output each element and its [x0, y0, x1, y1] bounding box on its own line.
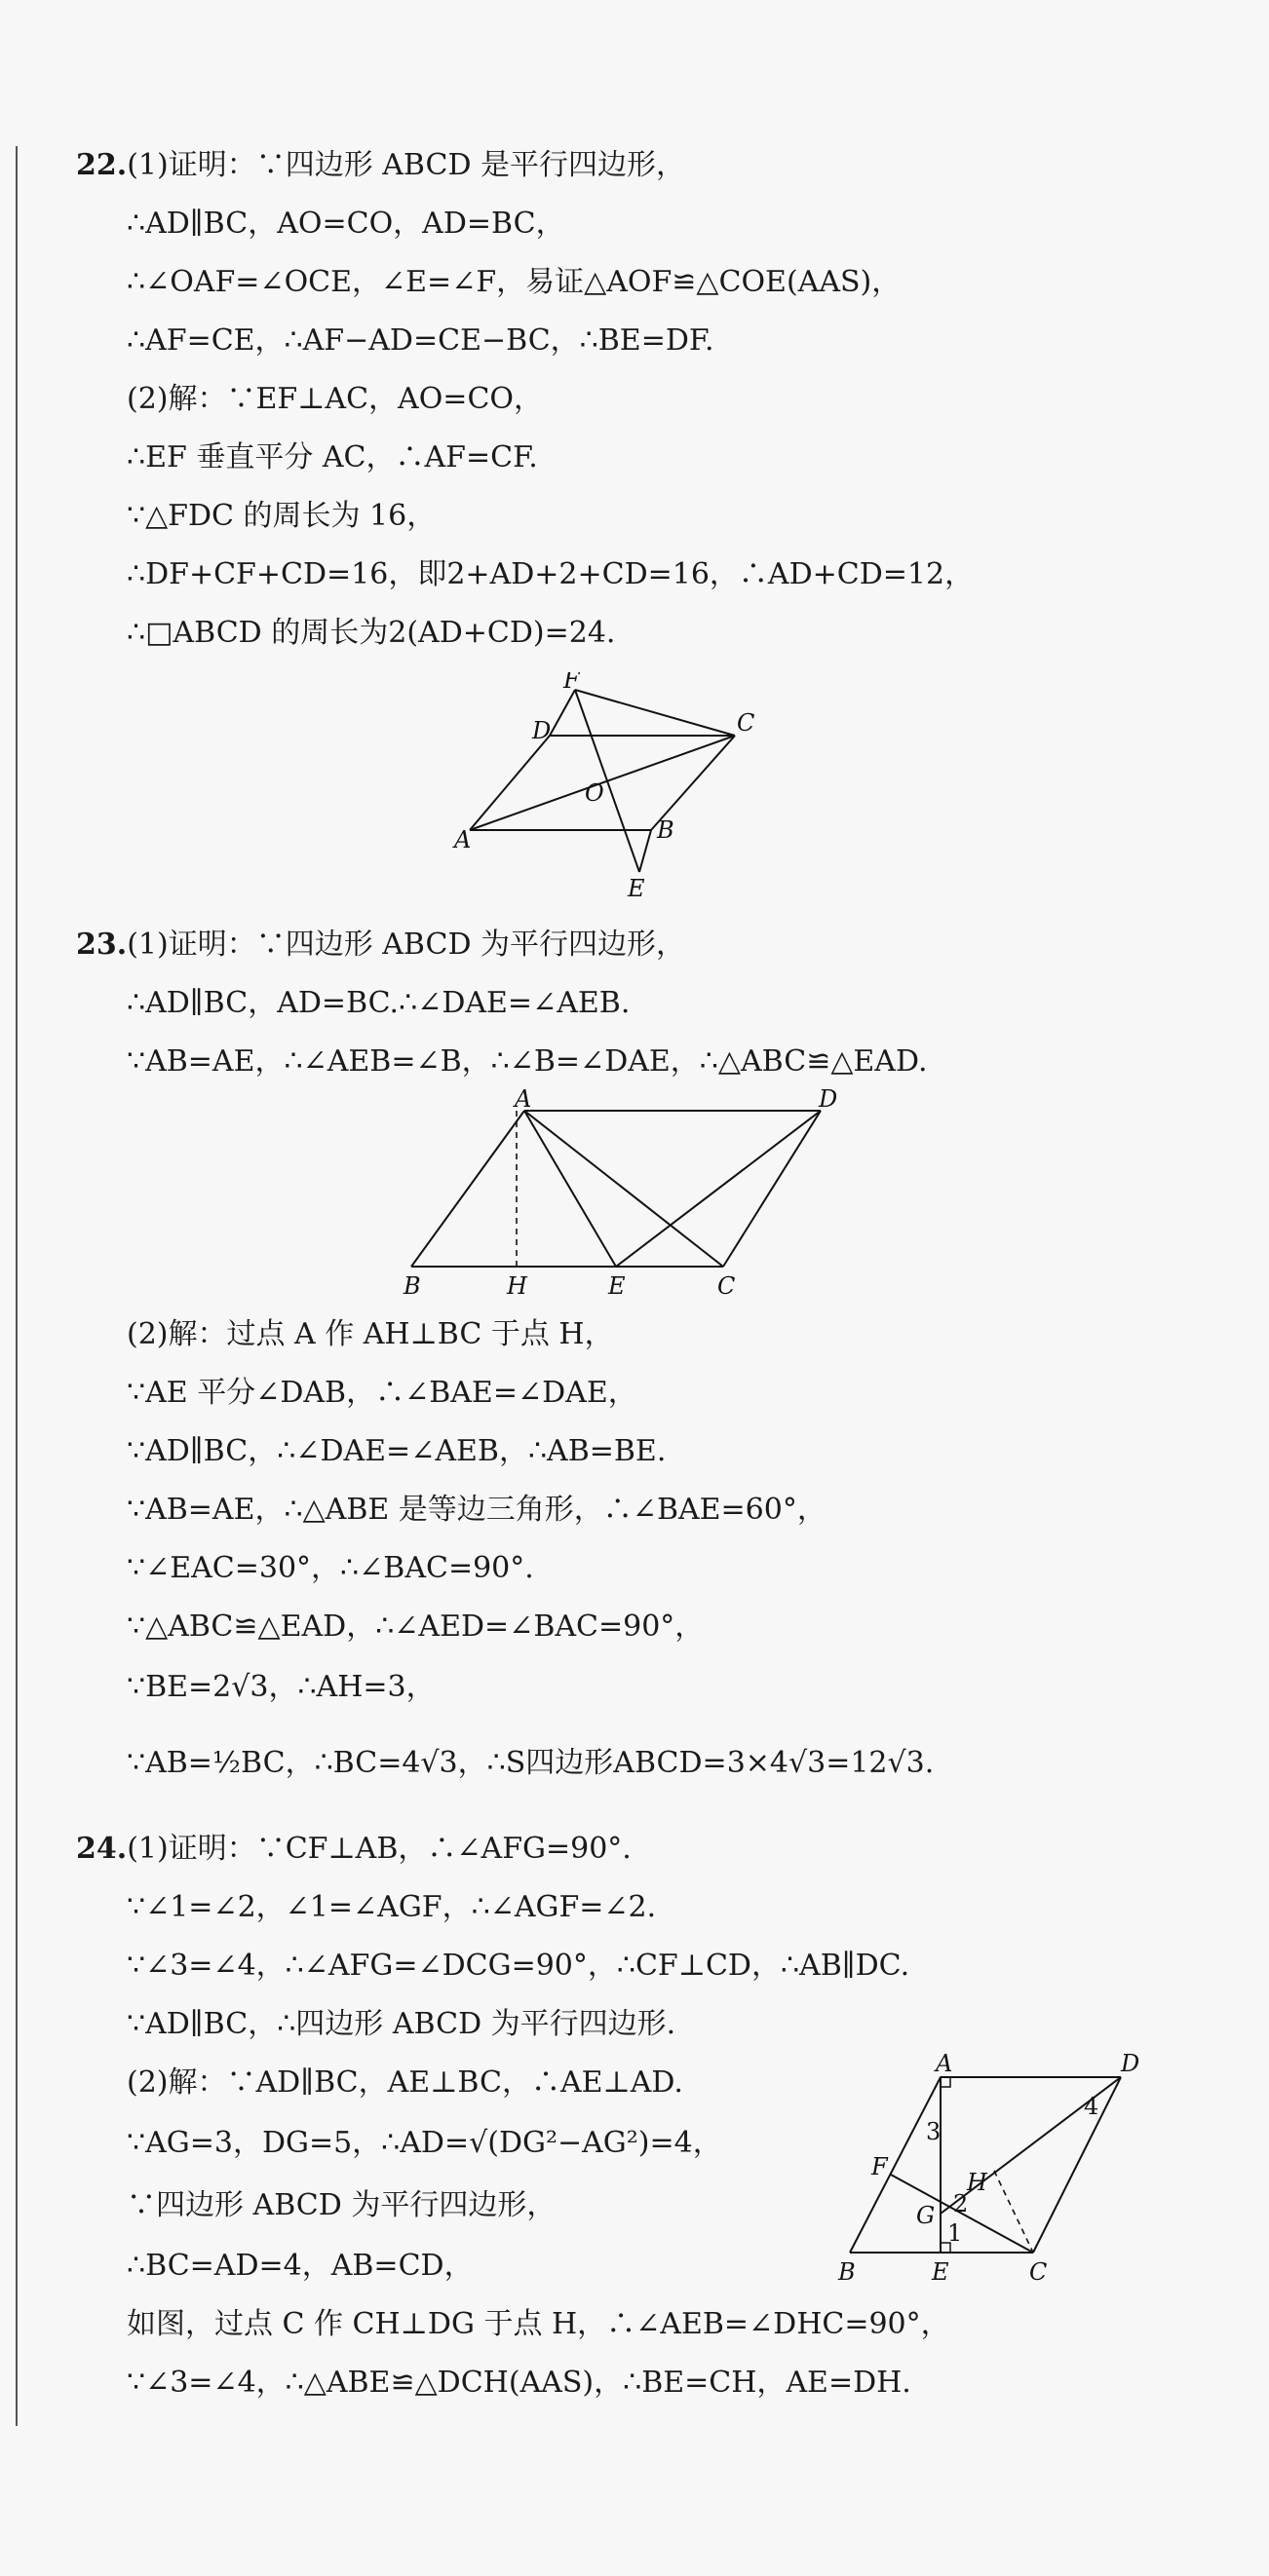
problem-23-line-4: (2)解：过点 A 作 AH⊥BC 于点 H， — [127, 1317, 614, 1351]
problem-22-line-2: ∴AD∥BC，AO=CO，AD=BC， — [127, 207, 565, 241]
problem-23-line-1: 23.(1)证明：∵四边形 ABCD 为平行四边形， — [76, 928, 686, 962]
problem-23-line-7: ∵AB=AE，∴△ABE 是等边三角形，∴∠BAE=60°， — [127, 1493, 827, 1527]
problem-23-line-5: ∵AE 平分∠DAB，∴∠BAE=∠DAE， — [127, 1376, 637, 1410]
problem-24-line-8: ∴BC=AD=4，AB=CD， — [127, 2249, 474, 2283]
problem-24-line-2: ∵∠1=∠2，∠1=∠AGF，∴∠AGF=∠2. — [127, 1890, 657, 1924]
problem-22-line-9: ∴□ABCD 的周长为2(AD+CD)=24. — [127, 616, 616, 650]
label-E: E — [932, 2258, 949, 2286]
problem-23-line-9: ∵△ABC≌△EAD，∴∠AED=∠BAC=90°， — [127, 1610, 705, 1644]
label-A: A — [515, 1089, 532, 1113]
problem-23-line-2: ∴AD∥BC，AD=BC.∴∠DAE=∠AEB. — [127, 986, 631, 1020]
label-D: D — [1121, 2050, 1140, 2077]
problem-23-line-10: ∵BE=2√3，∴AH=3， — [127, 1670, 436, 1704]
problem-23-line-11: ∵AB=½BC，∴BC=4√3，∴S四边形ABCD=3×4√3=12√3. — [127, 1746, 935, 1780]
figure-23-parallelogram — [390, 1089, 858, 1307]
problem-number: 22. — [76, 148, 128, 182]
problem-22-line-7: ∵△FDC 的周长为 16， — [127, 499, 437, 533]
label-C: C — [717, 1272, 736, 1300]
problem-24-line-9: 如图，过点 C 作 CH⊥DG 于点 H，∴∠AEB=∠DHC=90°， — [127, 2307, 950, 2341]
problem-24-line-3: ∵∠3=∠4，∴∠AFG=∠DCG=90°，∴CF⊥CD，∴AB∥DC. — [127, 1949, 910, 1983]
label-H: H — [967, 2169, 987, 2196]
label-angle-4: 4 — [1084, 2093, 1099, 2120]
label-E: E — [608, 1272, 626, 1300]
problem-24-line-10: ∵∠3=∠4，∴△ABE≌△DCH(AAS)，∴BE=CH，AE=DH. — [127, 2366, 911, 2400]
label-angle-3: 3 — [926, 2118, 942, 2145]
problem-24-line-5: (2)解：∵AD∥BC，AE⊥BC，∴AE⊥AD. — [127, 2065, 683, 2100]
problem-22-line-6: ∴EF 垂直平分 AC，∴AF=CF. — [127, 440, 538, 474]
problem-24-line-4: ∵AD∥BC，∴四边形 ABCD 为平行四边形. — [127, 2007, 676, 2041]
label-B: B — [657, 816, 674, 844]
problem-22-line-4: ∴AF=CE，∴AF−AD=CE−BC，∴BE=DF. — [127, 323, 714, 358]
label-E: E — [628, 875, 645, 902]
problem-24-line-1: 24.(1)证明：∵CF⊥AB，∴∠AFG=90°. — [76, 1832, 632, 1866]
problem-22-line-8: ∴DF+CF+CD=16，即2+AD+2+CD=16，∴AD+CD=12， — [127, 557, 975, 591]
problem-23-line-3: ∵AB=AE，∴∠AEB=∠B，∴∠B=∠DAE，∴△ABC≌△EAD. — [127, 1044, 928, 1079]
label-G: G — [916, 2202, 936, 2229]
margin-rule — [16, 146, 18, 2426]
problem-number: 23. — [76, 928, 128, 962]
label-D: D — [819, 1089, 838, 1113]
label-A: A — [936, 2050, 953, 2077]
label-O: O — [585, 779, 604, 807]
problem-number: 24. — [76, 1832, 128, 1866]
problem-22-line-3: ∴∠OAF=∠OCE，∠E=∠F，易证△AOF≌△COE(AAS)， — [127, 265, 902, 299]
label-angle-1: 1 — [947, 2219, 963, 2247]
figure-22-parallelogram — [448, 672, 760, 910]
label-H: H — [507, 1272, 527, 1300]
problem-22-line-1: 22.(1)证明：∵四边形 ABCD 是平行四边形， — [76, 148, 686, 182]
problem-24-line-7: ∵四边形 ABCD 为平行四边形， — [127, 2188, 557, 2222]
label-C: C — [1029, 2258, 1048, 2286]
label-D: D — [532, 717, 552, 744]
problem-23-line-6: ∵AD∥BC，∴∠DAE=∠AEB，∴AB=BE. — [127, 1434, 667, 1468]
label-F: F — [563, 672, 580, 694]
problem-22-line-5: (2)解：∵EF⊥AC，AO=CO， — [127, 382, 543, 416]
figure-24-parallelogram — [828, 2046, 1150, 2293]
label-C: C — [737, 709, 755, 737]
label-F: F — [871, 2153, 888, 2180]
label-angle-2: 2 — [953, 2190, 969, 2217]
label-B: B — [404, 1272, 421, 1300]
label-B: B — [838, 2258, 856, 2286]
problem-24-line-6: ∵AG=3，DG=5，∴AD=√(DG²−AG²)=4， — [127, 2126, 722, 2160]
problem-23-line-8: ∵∠EAC=30°，∴∠BAC=90°. — [127, 1551, 534, 1585]
label-A: A — [454, 826, 472, 853]
